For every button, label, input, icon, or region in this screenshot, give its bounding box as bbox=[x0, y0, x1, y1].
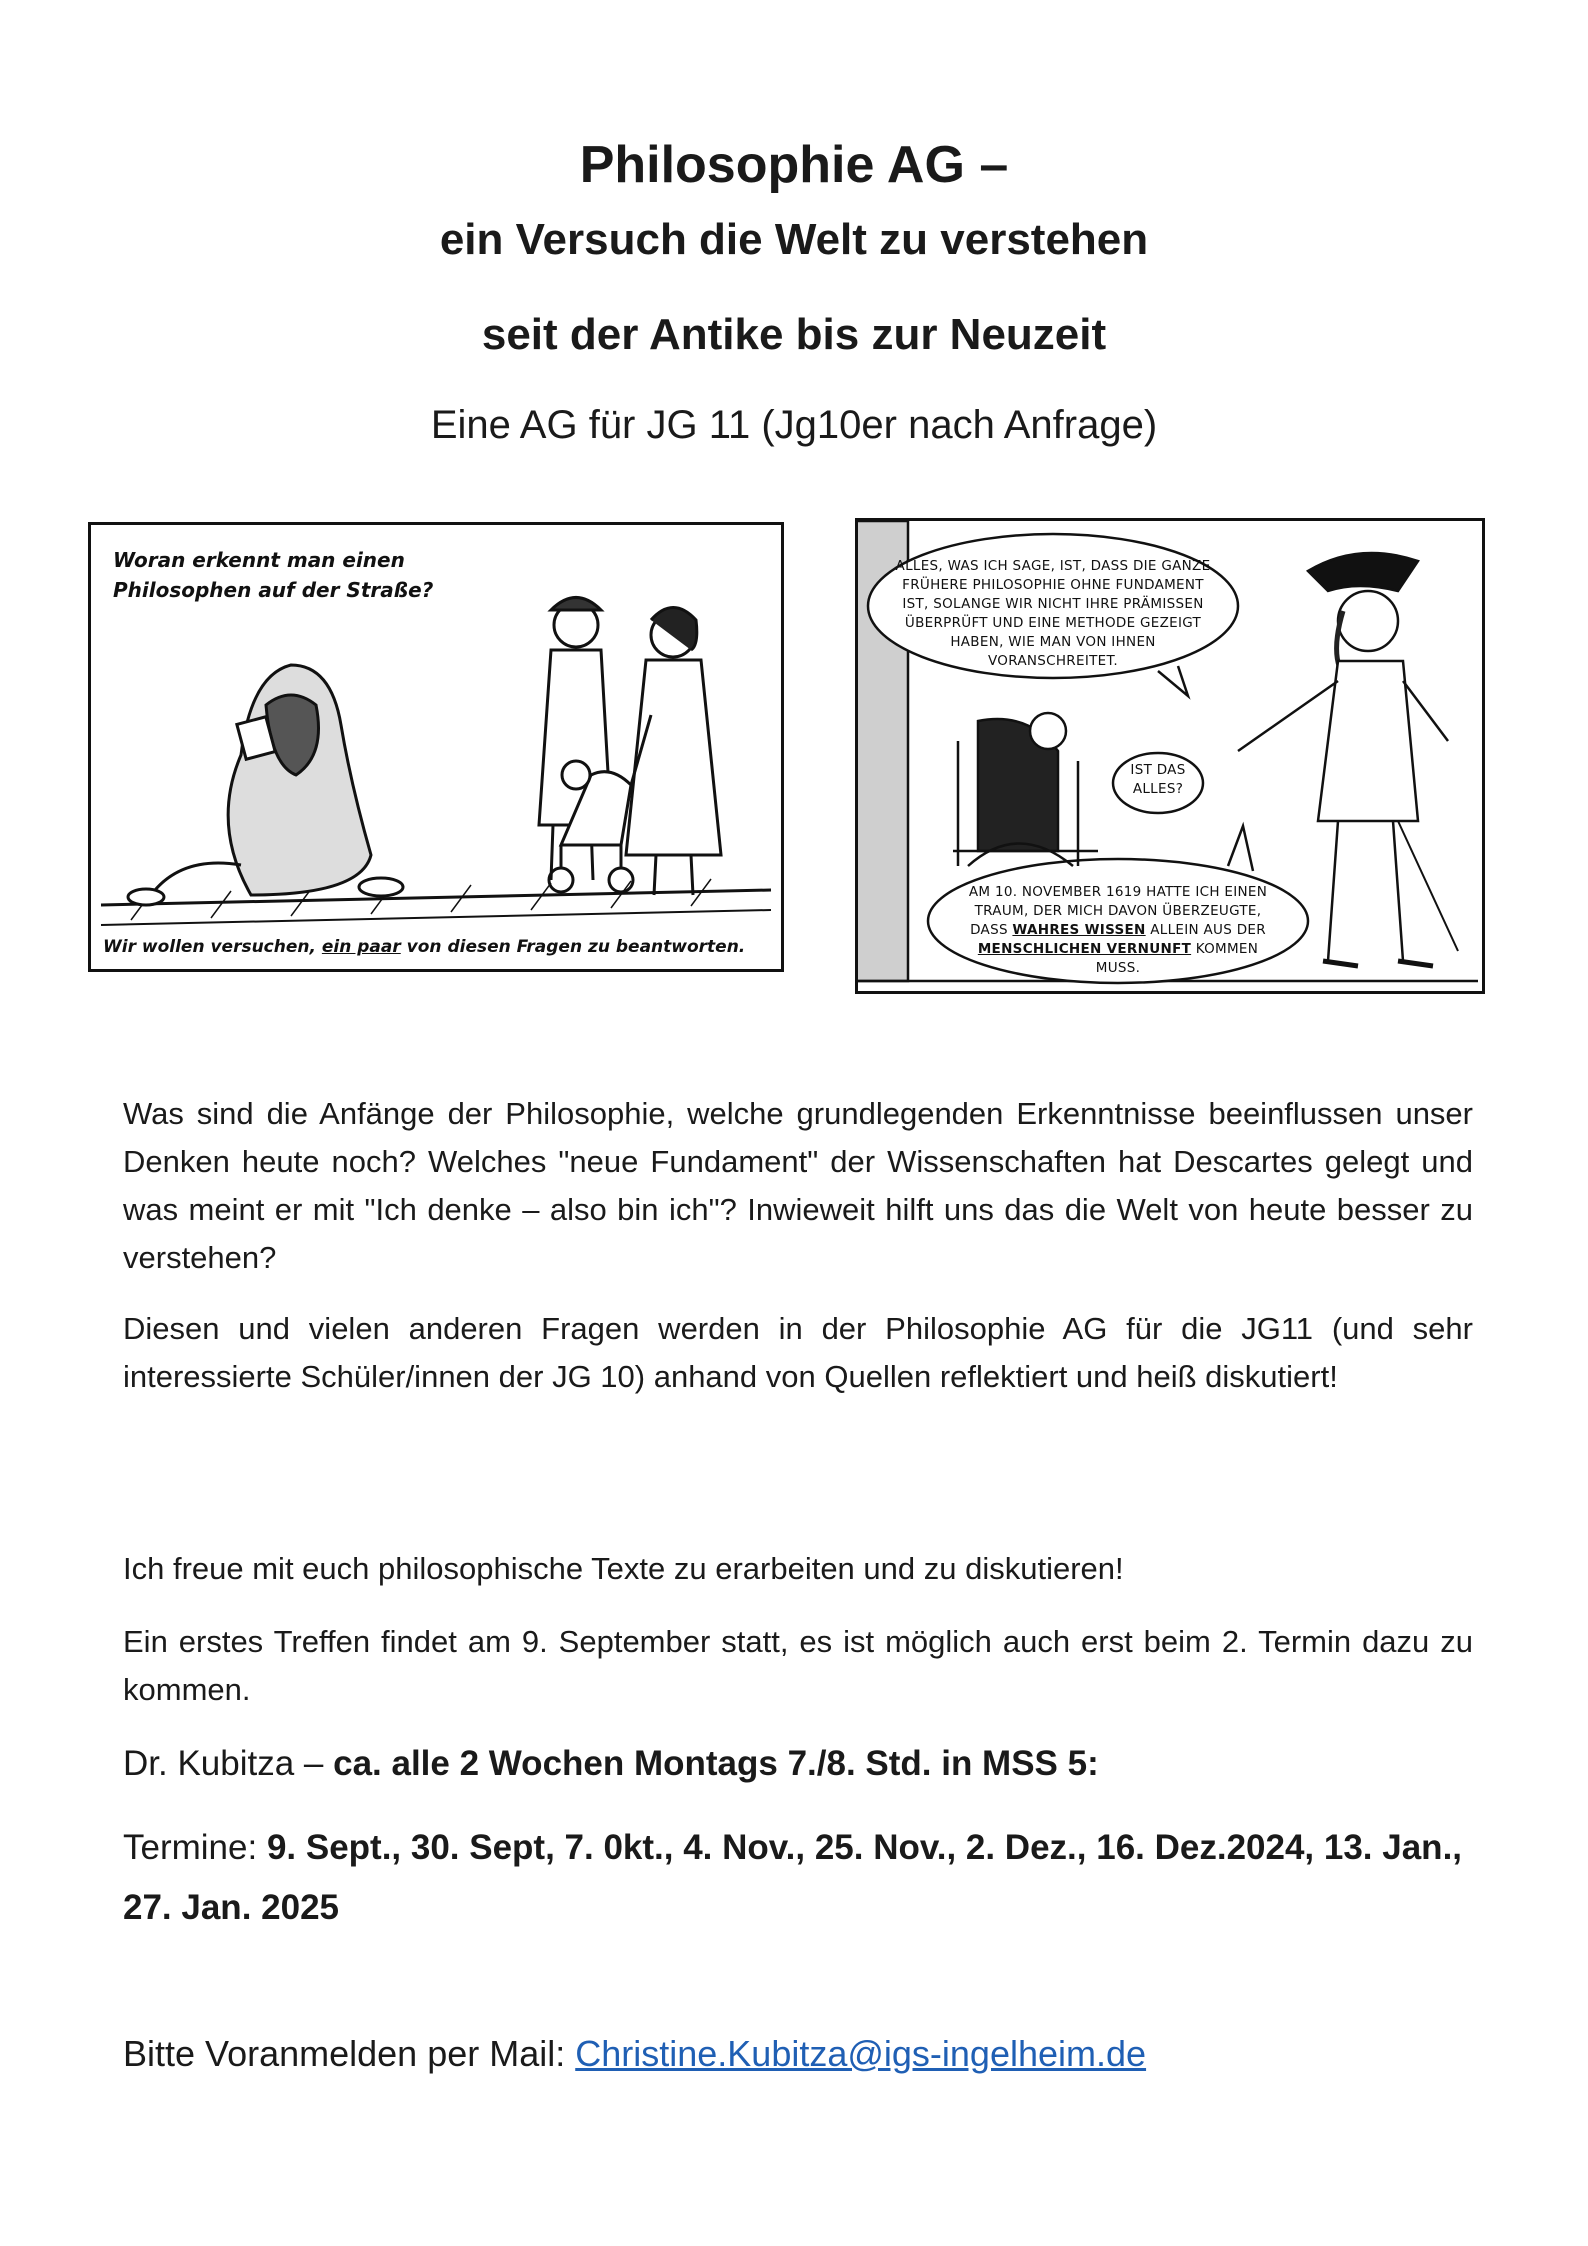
bubble-part: ALLEIN AUS DER bbox=[1145, 922, 1266, 938]
caption-emphasis: ein paar bbox=[321, 937, 401, 957]
first-meeting-paragraph: Ein erstes Treffen findet am 9. September statt, es ist möglich auch erst beim 2. Termin dazu zu kommen. bbox=[123, 1624, 1473, 1707]
registration-label: Bitte Voranmelden per Mail: bbox=[123, 2033, 576, 2074]
dates-line bbox=[123, 1818, 1473, 1938]
bubble-part: AM 10. NOVEMBER 1619 HATTE ICH EINEN TRAUM, DER MICH DAVON ÜBERZEUGTE, DASS bbox=[968, 884, 1268, 938]
caption-part: Wir wollen versuchen, bbox=[103, 937, 322, 957]
dates-label: Termine: bbox=[123, 1828, 267, 1867]
teacher-name: Dr. Kubitza – bbox=[123, 1744, 334, 1783]
caption-part: von diesen Fragen zu beantworten. bbox=[400, 937, 746, 957]
email-link[interactable]: Christine.Kubitza@igs-ingelheim.de bbox=[575, 2033, 1147, 2074]
schedule-line bbox=[123, 1740, 1473, 1788]
schedule-details: ca. alle 2 Wochen Montags 7./8. Std. in MSS 5: bbox=[333, 1744, 1099, 1783]
descartes-comic bbox=[855, 518, 1485, 994]
audience-line: Eine AG für JG 11 (Jg10er nach Anfrage) bbox=[430, 403, 1158, 447]
invitation-paragraph: Ich freue mit euch philosophische Texte zu erarbeiten und zu diskutieren! bbox=[123, 1551, 1124, 1586]
main-title: Philosophie AG – bbox=[579, 136, 1009, 194]
subtitle-1: ein Versuch die Welt zu verstehen bbox=[439, 215, 1149, 264]
subtitle-2: seit der Antike bis zur Neuzeit bbox=[481, 310, 1107, 359]
intro-paragraph: Was sind die Anfänge der Philosophie, welche grundlegenden Erkenntnisse beeinflussen unser Denken heute noch? Welches "neue Fundament" der Wissenschaften hat Descartes gelegt und was meint er mit "Ich denke – also bin ich"? Inwieweit hilft uns das die Welt von heute besser zu verstehen? bbox=[123, 1096, 1473, 1275]
registration-line bbox=[123, 2030, 1473, 2078]
dates-list: 9. Sept., 30. Sept, 7. 0kt., 4. Nov., 25. Nov., 2. Dez., 16. Dez.2024, 13. Jan., 27. Jan. 2025 bbox=[123, 1828, 1463, 1927]
bubble-emphasis: MENSCHLICHEN VERNUNFT bbox=[977, 941, 1192, 957]
bubble-emphasis: WAHRES WISSEN bbox=[1012, 922, 1146, 938]
comic-question-caption: Woran erkennt man einen Philosophen auf der Straße? bbox=[113, 548, 434, 602]
philosopher-comic bbox=[88, 522, 784, 972]
comic-bottom-caption bbox=[103, 937, 745, 957]
dream-speech-bubble bbox=[958, 883, 1278, 978]
bubble-part: KOMMEN MUSS. bbox=[1095, 941, 1259, 976]
descartes-speech-bubble: ALLES, WAS ICH SAGE, IST, DASS DIE GANZE FRÜHERE PHILOSOPHIE OHNE FUNDAMENT IST, SOLANGE WIR NICHT IHRE PRÄMISSEN ÜBERPRÜFT UND EINE METHODE GEZEIGT HABEN, WIE MAN VON IHNEN VORANSCHREITET. bbox=[895, 558, 1211, 669]
description-paragraph: Diesen und vielen anderen Fragen werden in der Philosophie AG für die JG11 (und sehr interessierte Schüler/innen der JG 10) anhand von Quellen reflektiert und heiß diskutiert! bbox=[123, 1311, 1473, 1394]
question-speech-bubble: IST DAS ALLES? bbox=[1130, 762, 1186, 797]
